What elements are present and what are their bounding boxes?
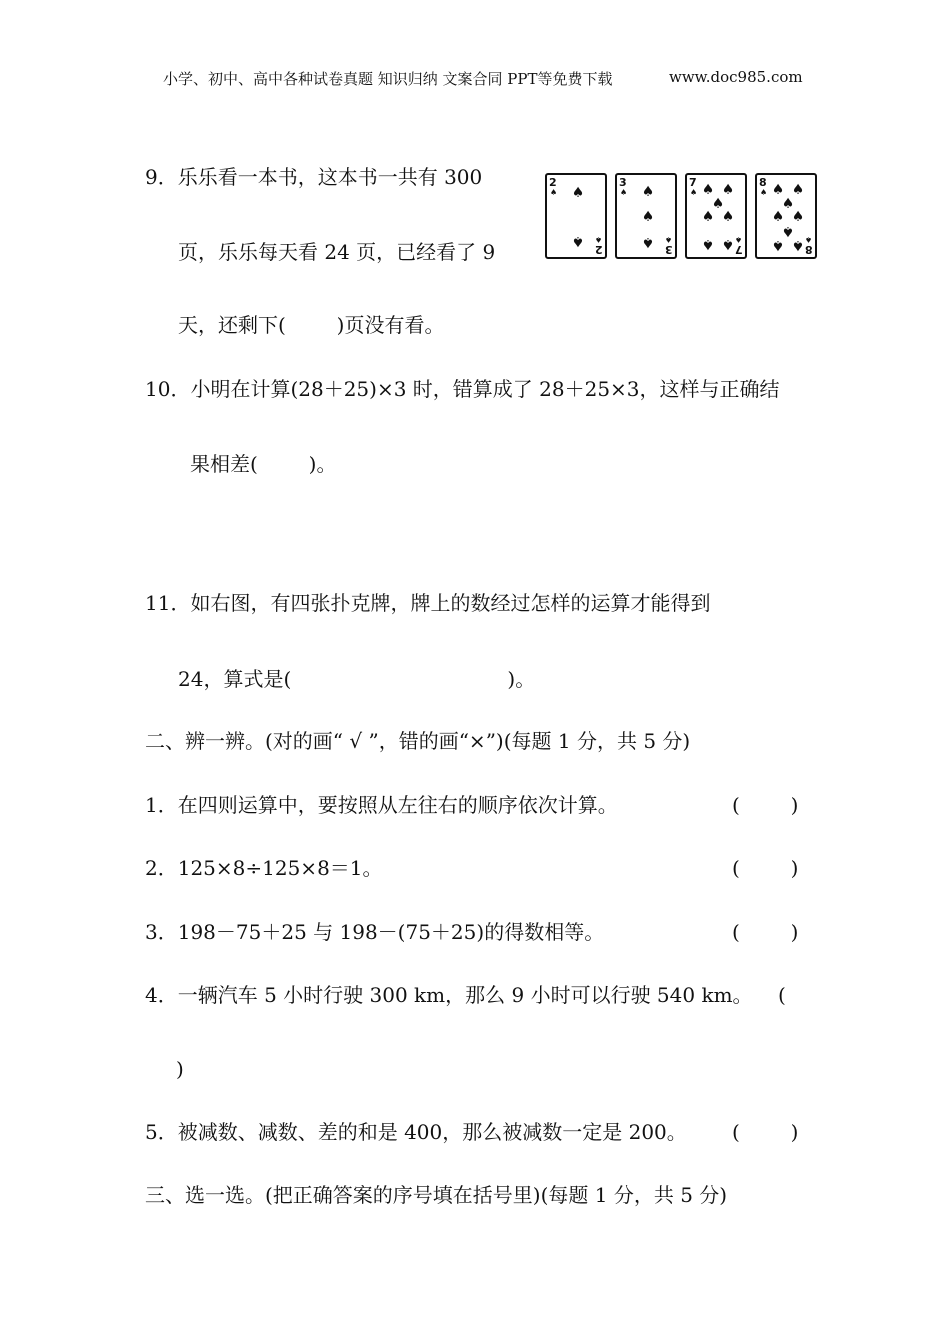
spade-icon: ♠ <box>571 233 585 249</box>
spade-icon: ♠ <box>771 209 785 225</box>
q10-line1: 10．小明在计算(28＋25)×3 时，错算成了 28＋25×3，这样与正确结 <box>145 377 780 401</box>
spade-icon: ♠ <box>641 184 655 200</box>
s2-item2-text: 2．125×8÷125×8＝1。 <box>145 856 383 880</box>
spade-icon: ♠ <box>771 237 785 253</box>
card-7-spades: 7 ♠ ♠ ♠ ♠ ♠ ♠ ♠ ♠ ♠ 7 <box>685 173 747 259</box>
spade-icon: ♠ <box>641 209 655 225</box>
spade-icon: ♠ <box>791 182 805 198</box>
s2-item1-text: 1．在四则运算中，要按照从左往右的顺序依次计算。 <box>145 793 618 817</box>
spade-icon: ♠ <box>571 185 585 201</box>
s2-item3-answer: ( ) <box>732 920 799 944</box>
q11-line1: 11．如右图，有四张扑克牌，牌上的数经过怎样的运算才能得到 <box>145 591 711 615</box>
s2-item4-paren-close: ) <box>176 1057 184 1081</box>
s2-item4-paren-open: ( <box>778 983 786 1007</box>
s2-item2-answer: ( ) <box>732 856 799 880</box>
header-url: www.doc985.com <box>669 68 803 86</box>
spade-icon: ♠ <box>701 209 715 225</box>
section2-title: 二、辨一辨。(对的画“ √ ”，错的画“×”)(每题 1 分，共 5 分) <box>145 729 691 753</box>
s2-item5-answer: ( ) <box>732 1120 799 1144</box>
header-text: 小学、初中、高中各种试卷真题 知识归纳 文案合同 PPT等免费下载 <box>163 70 613 88</box>
q9-line2: 页，乐乐每天看 24 页，已经看了 9 <box>178 240 496 264</box>
spade-icon: ♠ <box>721 182 735 198</box>
s2-item1-answer: ( ) <box>732 793 799 817</box>
s2-item3-text: 3．198－75＋25 与 198－(75＋25)的得数相等。 <box>145 920 605 944</box>
spade-icon: ♠ <box>701 182 715 198</box>
card-3-spades: 3 ♠ ♠ ♠ ♠ ♠ 3 <box>615 173 677 259</box>
s2-item4-text: 4．一辆汽车 5 小时行驶 300 km，那么 9 小时可以行驶 540 km。 <box>145 983 753 1007</box>
spade-icon: ♠ <box>721 209 735 225</box>
q10-line2: 果相差( )。 <box>190 452 337 476</box>
q9-line1: 9．乐乐看一本书，这本书一共有 300 <box>145 165 483 189</box>
q9-line3: 天，还剩下( )页没有看。 <box>178 313 445 337</box>
spade-icon: ♠ <box>791 237 805 253</box>
playing-cards <box>545 173 820 263</box>
q11-line2: 24，算式是( )。 <box>178 667 536 691</box>
spade-icon: ♠ <box>781 223 795 239</box>
card-2-spades: 2 ♠ ♠ ♠ ♠ 2 <box>545 173 607 259</box>
spade-icon: ♠ <box>781 196 795 212</box>
spade-icon: ♠ <box>641 234 655 250</box>
spade-icon: ♠ <box>771 182 785 198</box>
spade-icon: ♠ <box>701 236 715 252</box>
s2-item5-text: 5．被减数、减数、差的和是 400，那么被减数一定是 200。 <box>145 1120 687 1144</box>
section3-title: 三、选一选。(把正确答案的序号填在括号里)(每题 1 分，共 5 分) <box>145 1183 728 1207</box>
spade-icon: ♠ <box>711 196 725 212</box>
spade-icon: ♠ <box>791 209 805 225</box>
card-8-spades: 8 ♠ ♠ ♠ ♠ ♠ ♠ ♠ ♠ ♠ ♠ 8 <box>755 173 817 259</box>
spade-icon: ♠ <box>721 236 735 252</box>
